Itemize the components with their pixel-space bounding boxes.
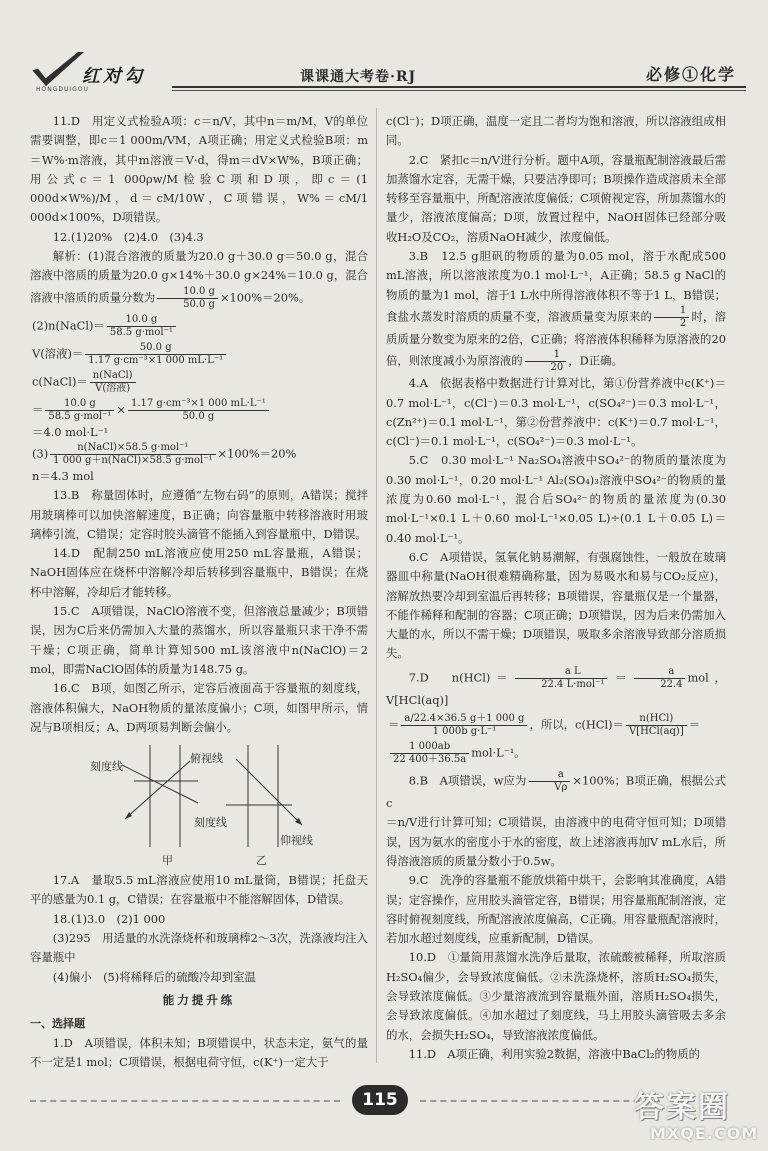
answer-7-c: $\frac{1 000ab}{22 400+36.5a}$ mol·L⁻¹。: [386, 741, 726, 766]
answer-14: 14.D 配制250 mL溶液应使用250 mL容量瓶，A错误；NaOH固体应在烧杯中溶解冷却后转移到容量瓶中，B错误；在烧杯中溶解，冷却后才能转移。: [30, 546, 368, 599]
page-header: [22, 46, 746, 96]
watermark-text: 答案圈: [634, 1090, 730, 1125]
fraction: $\frac{10.0 g}{\text{58.5 g·mol⁻¹}}$: [107, 314, 176, 339]
brand-name: 红对勾: [82, 66, 145, 87]
answer-18-c: (4)偏小 (5)将稀释后的硫酸冷却到室温: [52, 969, 256, 984]
label-figure-yi: 乙: [256, 854, 267, 868]
header-rule-thin: [172, 90, 746, 91]
left-column: [30, 112, 368, 1072]
label-bottom-view-line: 仰视线: [280, 834, 313, 848]
right-column: [386, 112, 726, 1064]
answer-1-cont: c(Cl⁻)；D项正确，温度一定且二者均为饱和溶液，所以溶液组成相同。: [386, 114, 726, 148]
formula-c-nacl: c(NaCl)＝ $\frac{\text{n(NaCl)}}{\text{V(溶液)}}$: [30, 370, 368, 395]
fraction: $\frac{\text{n(HCl)}}{\text{V[HCl(aq)]}}$: [626, 713, 687, 738]
formula-c-result: ＝4.0 mol·L⁻¹: [32, 424, 109, 439]
fraction: $\frac{\text{n(NaCl)×58.5 g·mol⁻¹}}{\text{1 000 g＋n(NaCl)×58.5 g·mol⁻¹}}$: [50, 442, 215, 467]
answer-18-a: 18.(1)3.0 (2)1 000: [52, 911, 166, 926]
header-rule: [172, 86, 746, 88]
fraction: $\frac{\text{a L}}{\text{22.4 L·mol⁻¹}}$: [515, 666, 607, 691]
fraction: $\frac{a/22.4\times 36.5 g+1 000 g}{\text{1 000b g·L⁻¹}}$: [401, 713, 527, 738]
page-number: 115: [352, 1085, 408, 1115]
brand-logo: [28, 48, 178, 92]
answer-4: 4.A 依据表格中数据进行计算对比，第①份营养液中c(K⁺)＝0.7 mol·L⁻¹，c(Cl⁻)＝0.3 mol·L⁻¹，c(SO₄²⁻)＝0.3 mol·L⁻¹，c(Zn²⁺)＝0.1 mol·L⁻¹，第②份营养液中：c(K⁺)＝0.7 mol·L⁻¹，c(Cl⁻)＝0.1 mol·L⁻¹，c(SO₄²⁻)＝0.3 mol·L⁻¹。: [386, 376, 726, 449]
answer-8-a: 8.B A项错误，w应为 $\frac{a}{V\rho}$ ×100%；B项正确，根据公式c: [386, 769, 726, 811]
fraction: $\frac{50.0 g}{\text{1.17 g·cm⁻³×1 000 mL·L⁻¹}}$: [85, 342, 226, 367]
formula-c-calc: ＝ $\frac{10.0 g}{\text{58.5 g·mol⁻¹}}$ × $\frac{\text{1.17 g·cm⁻³×1 000 mL·L⁻¹}}{50.0 g}$: [30, 398, 368, 423]
answer-12-analysis: 解析：(1)混合溶液的质量为20.0 g＋30.0 g＝50.0 g，混合溶液中溶质的质量为20.0 g×14%＋30.0 g×24%＝10.0 g，混合溶液中溶质的质量分数为 $\frac{10.0 g}{50.0 g}$ ×100%＝20%。: [30, 249, 369, 310]
answer-15: 15.C A项错误，NaClO溶液不变，但溶液总量减少；B项错误，因为C后来仍需加入大量的蒸馏水，所以容量瓶只求干净不需干燥；C项正确，简单计算知500 mL该溶液中n(NaClO)＝2 mol，即需NaClO固体的质量为148.75 g。: [30, 604, 368, 676]
answer-9: 9.C 洗净的容量瓶不能放烘箱中烘干，会影响其准确度，A错误；定容操作，应用胶头滴管定容，B错误；用容量瓶配制溶液，定容时俯视刻度线，所配溶液浓度偏高，C正确。用容量瓶配溶液时，若加水超过刻度线，应重新配制，D错误。: [386, 873, 726, 946]
column-divider: [376, 108, 377, 1063]
formula-mass-fraction: (3) $\frac{\text{n(NaCl)×58.5 g·mol⁻¹}}{\text{1 000 g＋n(NaCl)×58.5 g·mol⁻¹}}$ ×100%＝20%: [32, 441, 297, 466]
subsection-title: 一、选择题: [30, 1017, 85, 1031]
section-title: 能力提升练: [162, 992, 236, 1007]
answer-10: 10.D ①量筒用蒸馏水洗净后量取，浓硫酸被稀释，所取溶质H₂SO₄偏少，会导致浓度偏低。②未洗涤烧杯，溶质H₂SO₄损失，会导致浓度偏低。③少量溶液流到容量瓶外面，溶质H₂SO₄损失，会导致浓度偏低。④加水超过了刻度线，马上用胶头滴管吸去多余的水，会损失H₂SO₄，导致溶液浓度偏低。: [386, 950, 726, 1042]
answer-16: 16.C B项，如图乙所示，定容后液面高于容量瓶的刻度线，溶液体积偏大，NaOH物质的量浓度偏小；C项，如图甲所示，情况与B项相反；A、D两项易判断会偏小。: [30, 681, 368, 734]
formula-n-result: n＝4.3 mol: [32, 468, 94, 483]
volumetric-flask-figure: [30, 739, 368, 867]
answer-3: 3.B 12.5 g胆矾的物质的量为0.05 mol，溶于水配成500 mL溶液，所以溶液浓度为0.1 mol·L⁻¹，A正确；58.5 g NaCl的物质的量为1 mol，溶于1 L水中所得溶液体积不等于1 L，B错误；食盐水蒸发时溶质的质量不变，溶液质量变为原来的 $\frac{1}{2}$ 时，溶质质量分数变为原来的2倍，C正确；将溶液体积稀释为原溶液的20倍，则浓度减小为原溶液的 $\frac{1}{20}$ ，D正确。: [386, 249, 726, 374]
answer-2: 2.C 紧扣c＝n/V进行分析。题中A项，容量瓶配制溶液最后需加蒸馏水定容，无需干燥，只要洁净即可；B项操作造成溶质未全部转移至容量瓶中，所配溶液浓度偏低；C项俯视定容，所加蒸馏水的量少，溶液浓度偏高；D项，放置过程中，NaOH固体已经部分吸收H₂O及CO₂，溶质NaOH减少，浓度偏低。: [386, 152, 726, 244]
fraction: $\frac{1}{20}$: [525, 349, 567, 374]
answer-11-right: 11.D A项正确，利用实验2数据，溶液中BaCl₂的物质的: [408, 1046, 701, 1061]
footer-rule-left: [30, 1100, 340, 1102]
answer-17: 17.A 量取5.5 mL溶液应使用10 mL量筒，B错误；托盘天平的感量为0.1 g，C错误；在容量瓶中不能溶解固体，D错误。: [30, 873, 368, 907]
answer-11: 11.D 用定义式检验A项：c＝n/V，其中n＝m/M，V的单位需要调整，即c＝1 000m/VM，A项正确；用定义式检验B项：m＝W%·m溶液，其中m溶液＝V·d，得m＝dV×W%，B项正确；用公式c＝1 000ρw/M检验C项和D项，即c＝(1 000d×W%)/M，d＝cM/10W，C项错误，W%＝cM/1 000d×100%，D项错误。: [30, 114, 368, 225]
watermark-url: MXQE.COM: [650, 1124, 759, 1143]
fraction: $\frac{1}{2}$: [654, 305, 689, 330]
label-scale-line-2: 刻度线: [194, 816, 227, 830]
answer-6: 6.C A项错误，氢氧化钠易潮解，有强腐蚀性，一般放在玻璃器皿中称量(NaOH很难精确称量，因为易吸水和易与CO₂反应)，溶解放热要冷却到室温后再转移；B项错误，容量瓶仅是一个量器，不能作稀释和配制的容器；C项正确；D项错误，因为后来仍需加入大量的水，所以不需干燥；D项错误，吸取多余溶液导致部分溶质损失。: [386, 549, 726, 661]
answer-7-b: ＝ $\frac{a/22.4\times 36.5 g+1 000 g}{\text{1 000b g·L⁻¹}}$ ，所以，c(HCl)＝ $\frac{\text{n(HCl)}}{\text{V[HCl(aq)]}}$ ＝: [388, 713, 701, 738]
fraction: $\frac{1 000ab}{22 400+36.5a}$: [390, 741, 469, 766]
subject-title: 必修①化学: [645, 65, 736, 84]
answer-13: 13.B 称量固体时，应遵循“左物右码”的原则，A错误；搅拌用玻璃棒可以加快溶解速度，B正确；向容量瓶中转移溶液时用玻璃棒引流，C错误；定容时胶头滴管不能插入到容量瓶中，D错误。: [30, 488, 368, 541]
answer-5: 5.C 0.30 mol·L⁻¹ Na₂SO₄溶液中SO₄²⁻的物质的量浓度为0.30 mol·L⁻¹，0.20 mol·L⁻¹ Al₂(SO₄)₃溶液中SO₄²⁻的物质的量浓度为0.60 mol·L⁻¹，混合后SO₄²⁻的物质的量浓度为(0.30 mol·L⁻¹×0.1 L＋0.60 mol·L⁻¹×0.05 L)÷(0.1 L＋0.05 L)＝0.40 mol·L⁻¹。: [386, 453, 726, 545]
answer-18-b: (3)295 用适量的水洗涤烧杯和玻璃棒2～3次，洗涤液均注入容量瓶中: [30, 931, 368, 965]
formula-volume: V(溶液)＝ $\frac{50.0 g}{\text{1.17 g·cm⁻³×1 000 mL·L⁻¹}}$: [30, 342, 368, 367]
label-scale-line: 刻度线: [90, 760, 123, 774]
answer-8-b: ＝n/V进行计算可知；C项错误，由溶液中的电荷守恒可知；D项错误，因为氨水的密度小于水的密度，故上述溶液再加V mL水后，所得溶液溶质的质量分数小于0.5w。: [386, 815, 726, 868]
answer-12-title: 12.(1)20% (2)4.0 (3)4.3: [52, 229, 204, 244]
watermark-logo: [620, 1078, 760, 1148]
brand-subtitle: HONGDUIGOU: [36, 86, 89, 93]
fraction: $\frac{10.0 g}{50.0 g}$: [157, 286, 218, 311]
fraction: $\frac{\text{1.17 g·cm⁻³×1 000 mL·L⁻¹}}{50.0 g}$: [128, 398, 269, 423]
label-figure-jia: 甲: [162, 854, 173, 868]
formula-n-nacl: (2)n(NaCl)＝ $\frac{10.0 g}{\text{58.5 g·mol⁻¹}}$: [30, 314, 368, 339]
answer-1: 1.D A项错误，体积未知；B项错误中，状态未定，氨气的量不一定是1 mol；C项错误，根据电荷守恒，c(K⁺)一定大于: [30, 1035, 368, 1069]
fraction: $\frac{a}{22.4}$: [634, 666, 685, 691]
fraction: $\frac{10.0 g}{\text{58.5 g·mol⁻¹}}$: [45, 398, 114, 423]
label-top-view-line: 俯视线: [190, 752, 223, 766]
fraction: $\frac{a}{V\rho}$: [529, 769, 571, 794]
series-title: 课课通大考卷·RJ: [300, 69, 417, 85]
fraction: $\frac{\text{n(NaCl)}}{\text{V(溶液)}}$: [90, 370, 136, 395]
answer-7-a: 7.D n(HCl)＝ $\frac{\text{a L}}{\text{22.4 L·mol⁻¹}}$ ＝ $\frac{a}{22.4}$ mol，V[HCl(aq)]: [386, 665, 726, 707]
